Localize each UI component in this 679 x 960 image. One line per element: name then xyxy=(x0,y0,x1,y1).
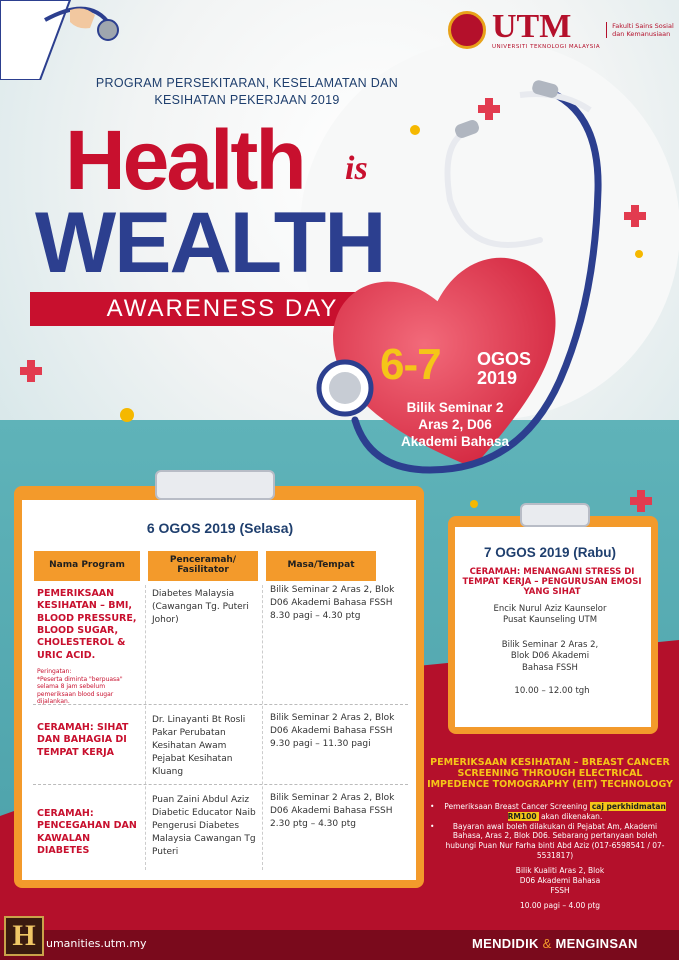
row2-program: CERAMAH: SIHAT DAN BAHAGIA DI TEMPAT KERJA xyxy=(37,722,129,758)
row3-place: Bilik Seminar 2 Aras 2, Blok D06 Akademi Bahasa FSSH 2.30 ptg – 4.30 ptg xyxy=(270,793,395,830)
event-year: 2019 xyxy=(477,367,518,388)
header-program: Nama Program xyxy=(34,551,140,581)
column-divider xyxy=(145,585,146,870)
row-divider xyxy=(33,704,408,705)
row1-note-text: *Peserta diminta "berpuasa" selama 8 jam sebelum pemeriksaan blood sugar dijalankan. xyxy=(37,675,123,705)
header-place: Masa/Tempat xyxy=(266,551,376,581)
program-title: PROGRAM PERSEKITARAN, KESELAMATAN DAN KESIHATAN PEKERJAAN 2019 xyxy=(95,76,399,107)
day2-title: 7 OGOS 2019 (Rabu) xyxy=(483,545,617,560)
screening-venue xyxy=(460,866,660,911)
doctor-arm-illustration xyxy=(0,0,130,80)
screening-item-1-text: Pemeriksaan Breast Cancer Screening xyxy=(444,802,588,811)
headline-is: is xyxy=(345,150,368,187)
footer-tagline xyxy=(472,936,638,951)
decorative-dot xyxy=(635,250,643,258)
row2-place: Bilik Seminar 2 Aras 2, Blok D06 Akademi Bahasa FSSH 9.30 pagi – 11.30 pagi xyxy=(270,713,395,750)
utm-seal-icon xyxy=(448,11,486,49)
screening-title: PEMERIKSAAN KESIHATAN – BREAST CANCER SCREENING THROUGH ELECTRICAL IMPEDENCE TOMOGRAPHY (EIT) TECHNOLOGY xyxy=(427,757,673,790)
clipboard-icon xyxy=(520,503,590,527)
medical-cross-icon xyxy=(20,360,42,382)
medical-cross-icon xyxy=(624,205,646,227)
row1-note xyxy=(37,668,132,706)
screening-item-1-end: akan dikenakan. xyxy=(540,811,603,821)
screening-item-2: • Bayaran awal boleh dilakukan di Pejabat Am, Akademi Bahasa, Aras 2, Blok D06. Sebarang pertanyaan boleh hubungi Puan Nur Farha binti Abd Aziz (017-6598541 / 07-5531817) xyxy=(440,822,670,861)
venue-line-2: Aras 2, D06 xyxy=(418,416,492,432)
tagline-word-1: MENDIDIK xyxy=(472,936,539,951)
day2-speaker: Encik Nurul Aziz Kaunselor Pusat Kaunseling UTM xyxy=(493,604,607,626)
day2-place: Bilik Seminar 2 Aras 2, Blok D06 Akademi Bahasa FSSH xyxy=(501,640,599,673)
venue-line-1: Bilik Seminar 2 xyxy=(406,400,504,415)
venue-line-3: Akademi Bahasa xyxy=(400,433,510,449)
screening-item-1 xyxy=(440,802,670,822)
row1-place: Bilik Seminar 2 Aras 2, Blok D06 Akademi Bahasa FSSH 8.30 pagi – 4.30 ptg xyxy=(270,585,395,622)
utm-university-name: UNIVERSITI TEKNOLOGI MALAYSIA xyxy=(492,44,601,50)
row-divider xyxy=(33,784,408,785)
tagline-amp: & xyxy=(542,936,552,951)
row2-speaker: Dr. Linayanti Bt Rosli Pakar Perubatan Kesihatan Awam Pejabat Kesihatan Kluang xyxy=(152,715,246,778)
row1-note-label: Peringatan: xyxy=(37,668,72,675)
clipboard-icon xyxy=(155,470,275,500)
day2-talk: CERAMAH: MENANGANI STRESS DI TEMPAT KERJA – PENGURUSAN EMOSI YANG SIHAT xyxy=(462,567,642,598)
medical-cross-icon xyxy=(478,98,500,120)
humanities-logo: H xyxy=(4,916,44,956)
row1-speaker: Diabetes Malaysia (Cawangan Tg. Puteri Johor) xyxy=(152,589,249,626)
row3-program: CERAMAH: PENCEGAHAN DAN KAWALAN DIABETES xyxy=(37,808,137,857)
headline-health: Health xyxy=(65,113,304,207)
decorative-dot xyxy=(410,125,420,135)
day2-time: 10.00 – 12.00 tgh xyxy=(514,686,590,696)
row1-program: PEMERIKSAAN KESIHATAN – BMI, BLOOD PRESSURE, BLOOD SUGAR, CHOLESTEROL & URIC ACID. xyxy=(37,588,137,661)
screening-venue-text: Bilik Kualiti Aras 2, Blok D06 Akademi Bahasa FSSH xyxy=(515,866,605,895)
day1-title: 6 OGOS 2019 (Selasa) xyxy=(146,520,294,536)
decorative-dot xyxy=(470,500,478,508)
awareness-day-banner: AWARENESS DAY xyxy=(30,292,415,326)
headline-wealth: WEALTH xyxy=(35,195,385,291)
medical-cross-icon xyxy=(630,490,652,512)
event-dates: 6-7 xyxy=(380,340,441,389)
column-divider xyxy=(262,585,263,870)
event-month: OGOS xyxy=(477,349,532,369)
event-venue xyxy=(385,400,525,451)
decorative-dot xyxy=(120,408,134,422)
screening-fee-highlight: caj perkhidmatan RM100 xyxy=(507,802,666,821)
utm-wordmark: UTM xyxy=(492,8,572,45)
screening-list xyxy=(440,802,670,861)
row3-speaker: Puan Zaini Abdul Aziz Diabetic Educator Naib Pengerusi Diabetes Malaysia Cawangan Tg Puteri xyxy=(152,795,256,858)
humanities-url[interactable]: umanities.utm.my xyxy=(46,937,147,950)
event-month-year xyxy=(477,350,531,388)
faculty-name: Fakulti Sains Sosial dan Kemanusiaan xyxy=(606,22,676,39)
tagline-word-2: MENGINSAN xyxy=(555,936,638,951)
screening-time: 10.00 pagi – 4.00 ptg xyxy=(519,901,601,911)
header-speaker: Penceramah/ Fasilitator xyxy=(148,551,258,581)
utm-logo xyxy=(448,10,676,50)
